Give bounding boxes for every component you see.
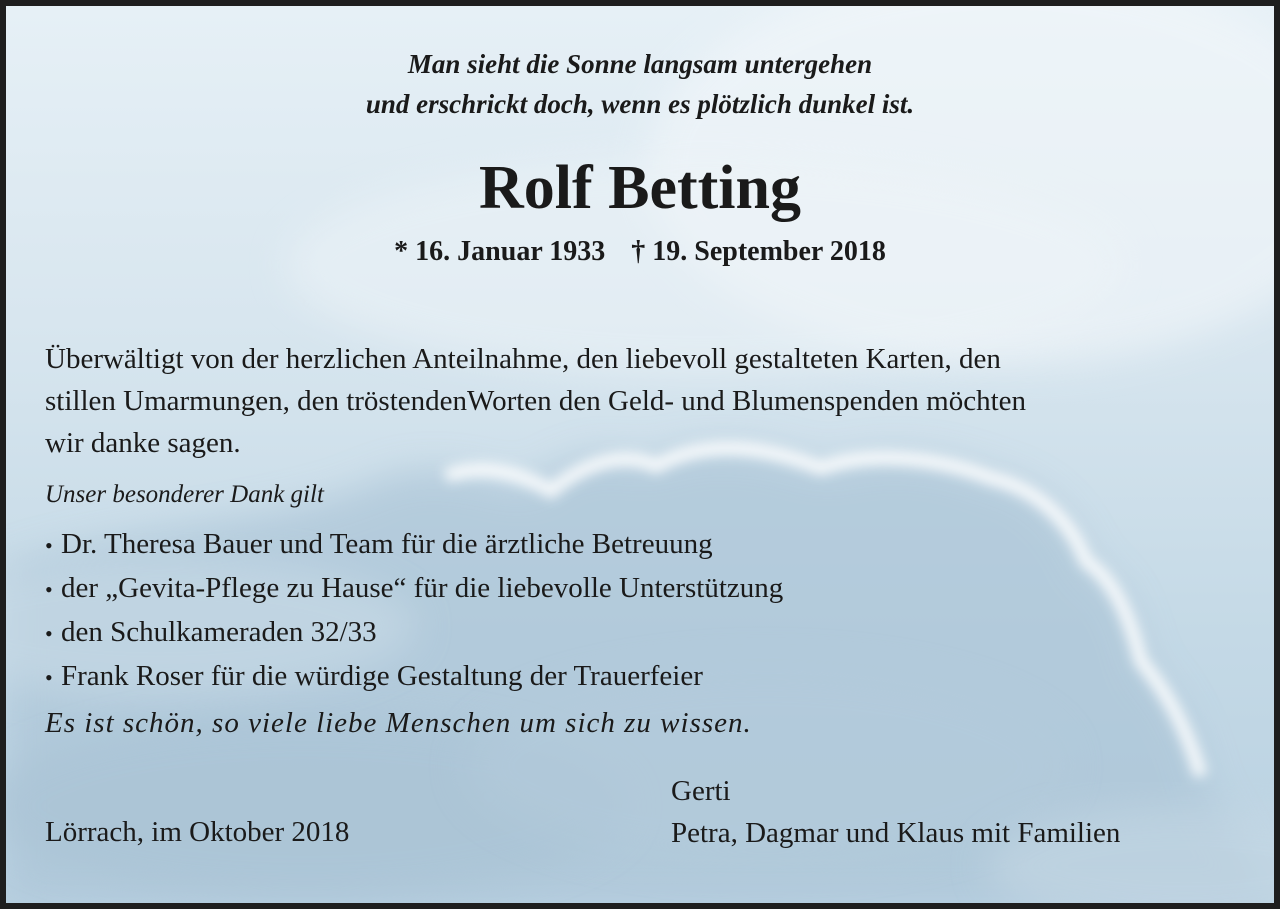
list-item (45, 655, 783, 699)
motto-line-2: und erschrickt doch, wenn es plötzlich dunkel ist. (365, 89, 915, 119)
list-item-text: der „Gevita-Pflege zu Hause“ für die liebevolle Unterstützung (61, 572, 784, 604)
bullet-icon: • (45, 533, 53, 558)
signer-line-1: Gerti (671, 775, 731, 807)
message-line: stillen Umarmungen, den tröstendenWorten den Geld- und Blumenspenden möchten (45, 385, 1027, 417)
signer-line-2: Petra, Dagmar und Klaus mit Familien (671, 817, 1121, 849)
life-dates (6, 232, 1274, 272)
bullet-icon: • (45, 621, 53, 646)
thank-you-message (45, 338, 1225, 464)
list-item (45, 611, 783, 655)
list-item-text: Dr. Theresa Bauer und Team für die ärztliche Betreuung (61, 528, 713, 560)
list-item-text: Frank Roser für die würdige Gestaltung der Trauerfeier (61, 660, 703, 692)
special-thanks-intro: Unser besonderer Dank gilt (45, 481, 324, 508)
special-thanks-list (45, 523, 783, 699)
list-item (45, 523, 783, 567)
signers (671, 770, 1120, 854)
birth-date: * 16. Januar 1933 (394, 236, 606, 267)
death-date: † 19. September 2018 (631, 236, 886, 267)
bullet-icon: • (45, 577, 53, 602)
message-line: Überwältigt von der herzlichen Anteilnahme, den liebevoll gestalteten Karten, den (45, 343, 1001, 375)
message-line: wir danke sagen. (45, 427, 241, 459)
deceased-name: Rolf Betting (478, 154, 802, 222)
motto-line-1: Man sieht die Sonne langsam untergehen (407, 49, 873, 79)
list-item (45, 567, 783, 611)
bullet-icon: • (45, 665, 53, 690)
place-and-date: Lörrach, im Oktober 2018 (45, 816, 350, 848)
closing-line: Es ist schön, so viele liebe Menschen um sich zu wissen. (45, 707, 752, 739)
list-item-text: den Schulkameraden 32/33 (61, 616, 377, 648)
